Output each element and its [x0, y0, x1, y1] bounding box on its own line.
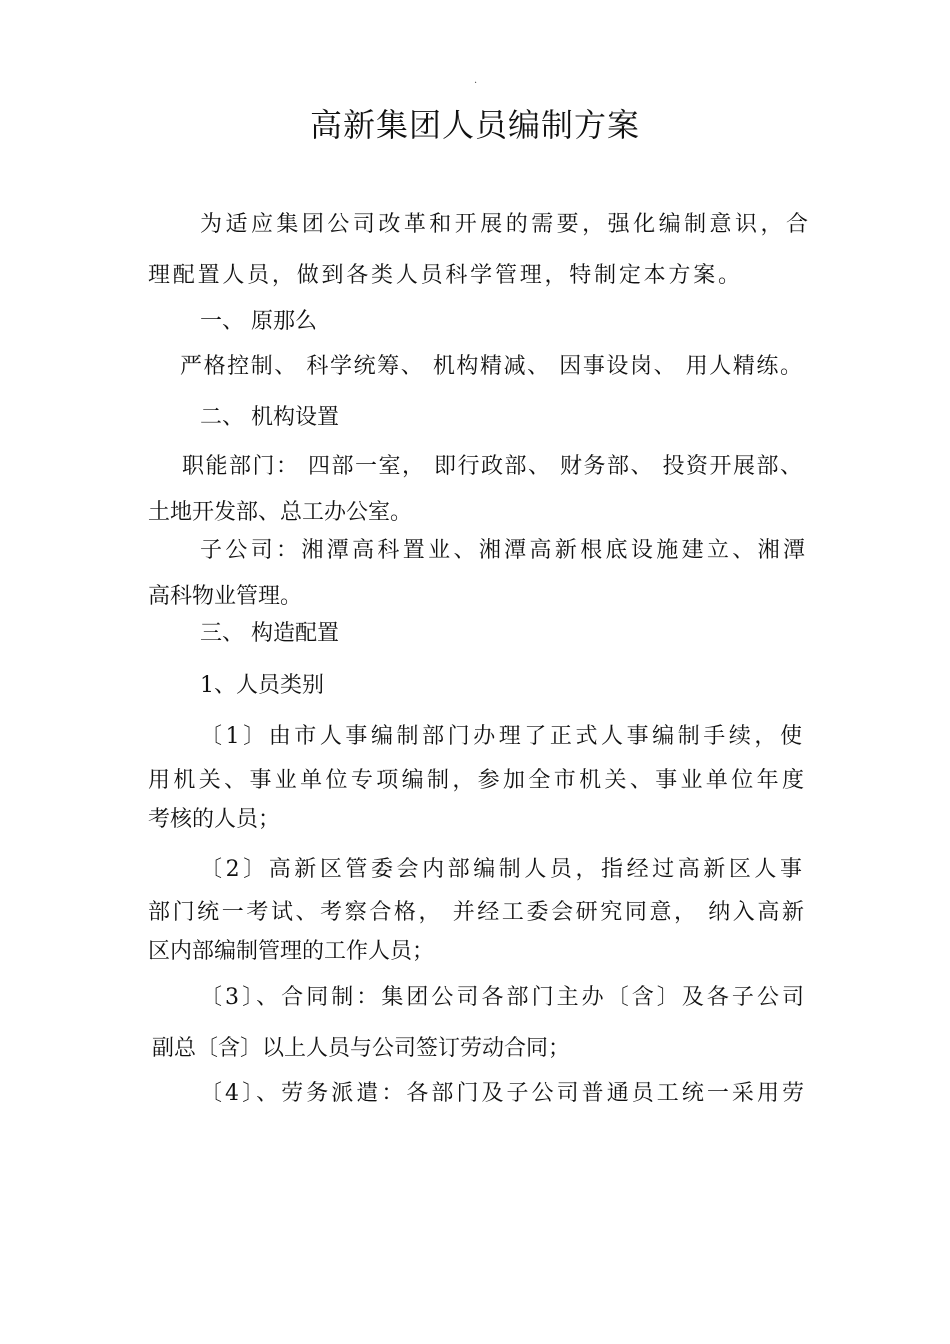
- intro-line-1: 为适应集团公司改革和开展的需要，强化编制意识，合: [200, 212, 808, 237]
- section-3-item-1: 1、人员类别: [200, 673, 324, 698]
- section-2-dept-line-2: 土地开发部、总工办公室。: [148, 500, 413, 525]
- paragraph-3-line-2: 副总〔含〕以上人员与公司签订劳动合同；: [152, 1036, 571, 1061]
- paragraph-2-line-2: 部门统一考试、考察合格， 并经工委会研究同意， 纳入高新: [148, 900, 804, 925]
- paragraph-2-line-1: 〔2〕高新区管委会内部编制人员，指经过高新区人事: [200, 857, 802, 882]
- paragraph-2-line-3: 区内部编制管理的工作人员；: [148, 939, 435, 964]
- paragraph-1-line-2: 用机关、事业单位专项编制，参加全市机关、事业单位年度: [148, 768, 804, 793]
- section-1-text: 严格控制、 科学统筹、 机构精减、 因事设岗、 用人精练。: [180, 354, 802, 379]
- header-dot: ·: [474, 78, 478, 89]
- section-3-heading: 三、 构造配置: [200, 621, 339, 646]
- section-2-sub-line-1: 子公司：湘潭高科置业、湘潭高新根底设施建立、湘潭: [200, 538, 805, 563]
- paragraph-3-line-1: 〔3〕、合同制：集团公司各部门主办〔含〕及各子公司: [200, 985, 804, 1010]
- paragraph-4-line-1: 〔4〕、劳务派遣：各部门及子公司普通员工统一采用劳: [200, 1081, 804, 1106]
- paragraph-1-line-3: 考核的人员；: [148, 807, 281, 832]
- document-title: 高新集团人员编制方案: [309, 106, 640, 144]
- section-1-heading: 一、 原那么: [200, 309, 317, 334]
- section-2-dept-line-1: 职能部门： 四部一室， 即行政部、 财务部、 投资开展部、: [182, 454, 802, 479]
- section-2-heading: 二、 机构设置: [200, 405, 339, 430]
- intro-line-2: 理配置人员，做到各类人员科学管理，特制定本方案。: [148, 263, 740, 288]
- section-2-sub-line-2: 高科物业管理。: [148, 584, 303, 609]
- paragraph-1-line-1: 〔1〕由市人事编制部门办理了正式人事编制手续，使: [200, 724, 802, 749]
